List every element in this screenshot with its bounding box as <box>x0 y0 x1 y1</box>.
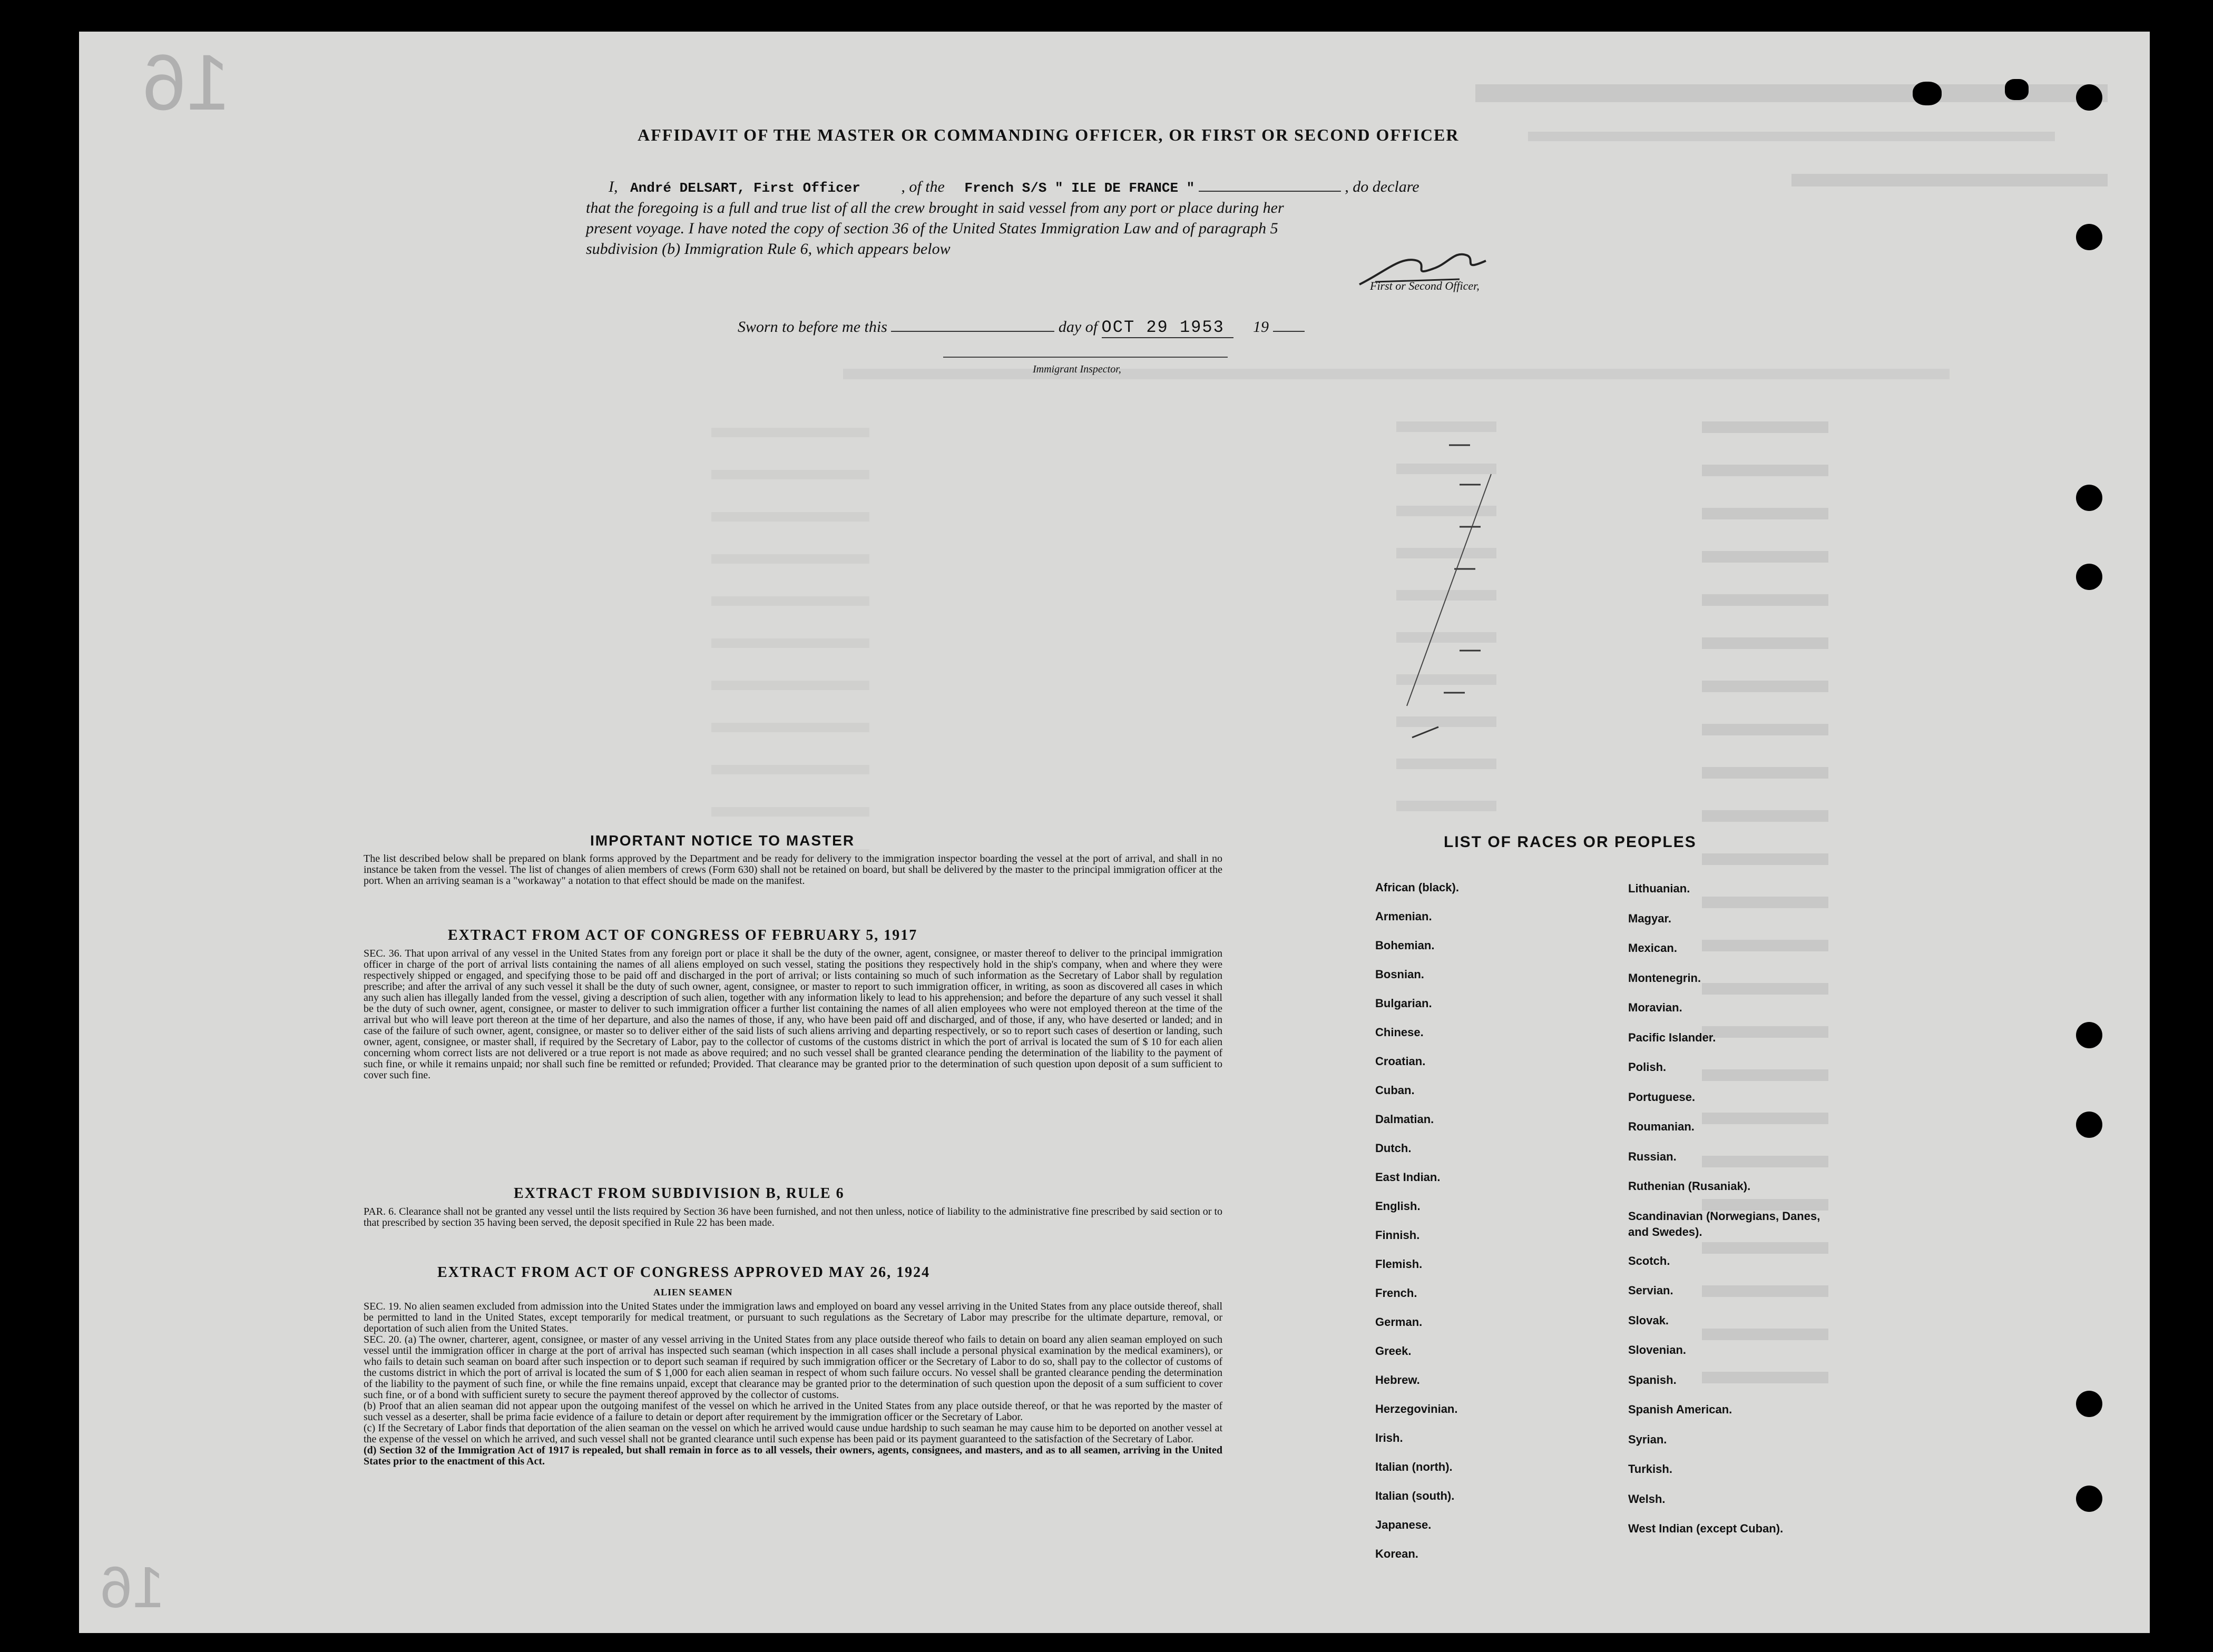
race-item: East Indian. <box>1375 1171 1441 1184</box>
race-item: Italian (south). <box>1375 1489 1455 1502</box>
inspector-label: Immigrant Inspector, <box>1033 363 1121 375</box>
affidavit-title: AFFIDAVIT OF THE MASTER OR COMMANDING OFFICER, OR FIRST OR SECOND OFFICER <box>638 125 1460 144</box>
extract-1924-body <box>364 1301 1222 1467</box>
affidavit-line-4: subdivision (b) Immigration Rule 6, which appears below <box>586 240 951 258</box>
race-item: Hebrew. <box>1375 1373 1420 1386</box>
affidavit-i-label: I, <box>609 178 618 195</box>
race-item: Ruthenian (Rusaniak). <box>1628 1179 1751 1193</box>
race-item: Italian (north). <box>1375 1460 1453 1473</box>
race-item: Servian. <box>1628 1284 1673 1297</box>
race-item: Herzegovinian. <box>1375 1402 1458 1415</box>
page-number-bleed-top: 16 <box>142 38 230 126</box>
race-item: Finnish. <box>1375 1228 1420 1242</box>
race-item: Dalmatian. <box>1375 1113 1434 1126</box>
punch-hole <box>2076 564 2102 590</box>
race-item: Moravian. <box>1628 1001 1682 1014</box>
race-item: German. <box>1375 1315 1423 1329</box>
punch-hole <box>2076 1112 2102 1138</box>
race-item: Croatian. <box>1375 1055 1426 1068</box>
race-item: Scandinavian (Norwegians, Danes, and Swedes). <box>1628 1209 1820 1238</box>
ink-blot <box>1913 82 1942 105</box>
punch-hole <box>2076 485 2102 511</box>
notice-text: The list described below shall be prepared on blank forms approved by the Department and be ready for delivery to the immigration inspector boarding the vessel at the port of arrival, and shall in no instance be taken from the vessel. The list of changes of alien members of crews (Form 630) shall not be retained on board, but shall be delivered by the master to the principal immigration officer at the port. When an arriving seaman is a "workaway" a notation to that effect should be made on the manifest. <box>364 853 1222 887</box>
race-item: Turkish. <box>1628 1462 1672 1476</box>
race-item: French. <box>1375 1286 1417 1300</box>
year-prefix: 19 <box>1253 318 1269 336</box>
race-item: Slovenian. <box>1628 1343 1687 1356</box>
inspector-signature-line <box>943 357 1228 358</box>
race-item: Dutch. <box>1375 1142 1412 1155</box>
sec20d-text: (d) Section 32 of the Immigration Act of 1917 is repealed, but shall remain in force as to all vessels, their owners, agents, consignees, and masters, and as to all seamen, arriving in the United States prior to the enactment of this Act. <box>364 1444 1222 1467</box>
race-item: Russian. <box>1628 1149 1677 1163</box>
race-item: Irish. <box>1375 1431 1403 1444</box>
page-number-bleed-bottom: 16 <box>100 1555 165 1620</box>
race-item: Bosnian. <box>1375 968 1424 981</box>
ink-blot <box>2005 79 2029 100</box>
officer-name: André DELSART, First Officer <box>630 180 860 196</box>
punch-hole <box>2076 1022 2102 1048</box>
race-item: Magyar. <box>1628 911 1671 925</box>
day-blank <box>891 331 1054 332</box>
notice-title: IMPORTANT NOTICE TO MASTER <box>590 832 855 849</box>
day-of-label: day of <box>1058 318 1098 336</box>
race-item: Welsh. <box>1628 1492 1666 1506</box>
punch-hole <box>2076 1391 2102 1417</box>
race-item: Armenian. <box>1375 910 1432 923</box>
punch-hole <box>2076 84 2102 111</box>
race-item: Polish. <box>1628 1060 1667 1074</box>
vessel-name: French S/S " ILE DE FRANCE " <box>964 180 1195 196</box>
race-item: Greek. <box>1375 1344 1412 1358</box>
sec20c-text: (c) If the Secretary of Labor finds that deportation of the alien seaman on the vessel on which he arrived would cause undue hardship to such seaman he may cause him to be deported on another vessel at the expense of the vessel on which he arrived, and such vessel shall not be granted clearance until such expense has been paid or its payment guaranteed to the satisfaction of the Secretary of Labor. <box>364 1422 1222 1445</box>
race-item: Scotch. <box>1628 1254 1670 1267</box>
race-item: Portuguese. <box>1628 1090 1696 1104</box>
race-item: English. <box>1375 1199 1421 1213</box>
affidavit-of-the: , of the <box>901 178 945 195</box>
race-item: Cuban. <box>1375 1084 1415 1097</box>
date-stamp: OCT 29 1953 <box>1102 318 1233 338</box>
race-item: Bulgarian. <box>1375 997 1432 1010</box>
race-item: Roumanian. <box>1628 1120 1695 1133</box>
affidavit-line-1 <box>609 178 1419 196</box>
race-item: African (black). <box>1375 881 1459 894</box>
affidavit-line-2: that the foregoing is a full and true list of all the crew brought in said vessel from any port or place during her <box>586 199 1284 217</box>
year-blank <box>1273 331 1305 332</box>
race-item: Spanish American. <box>1628 1403 1732 1416</box>
manifest-page <box>79 32 2150 1633</box>
extract-1924-title: EXTRACT FROM ACT OF CONGRESS APPROVED MAY 26, 1924 <box>437 1264 931 1281</box>
sec20a-text: SEC. 20. (a) The owner, charterer, agent, consignee, or master of any vessel arriving in the United States from any place outside thereof who fails to detain on board any alien seaman employed on such vessel until the immigration officer in charge at the port of arrival has inspected such seaman (which inspection in all cases shall include a personal physical examination by the medical examiners), or who fails to detain such seaman on board after such inspection or to deport such seaman if required by such immigration officer or the Secretary of Labor to do so, shall pay to the collector of customs of the customs district in which the port of arrival is located the sum of $ 1,000 for each alien seaman in respect of whom such failure occurs. No vessel shall be granted clearance pending the determination of the liability to the payment of such fine, or while the fine remains unpaid, except that clearance may be granted prior to the determination of such question upon the deposit of a sum sufficient to cover such fine, or of a bond with sufficient surety to secure the payment thereof approved by the collector of customs. <box>364 1334 1222 1401</box>
race-item: Mexican. <box>1628 941 1677 955</box>
alien-seamen-subtitle: ALIEN SEAMEN <box>653 1287 733 1297</box>
race-item: West Indian (except Cuban). <box>1628 1522 1784 1535</box>
races-title: LIST OF RACES OR PEOPLES <box>1444 833 1697 851</box>
blank-line <box>1199 191 1341 192</box>
race-item: Chinese. <box>1375 1026 1424 1039</box>
sec20b-text: (b) Proof that an alien seaman did not appear upon the outgoing manifest of the vessel on which he arrived in the United States from any place outside thereof, or that he was reported by the master of such vessel as a deserter, shall be prima facie evidence of a failure to detain or deport after requirement by the immigration officer or the Secretary of Labor. <box>364 1400 1222 1423</box>
race-item: Japanese. <box>1375 1518 1432 1531</box>
sec19-text: SEC. 19. No alien seamen excluded from admission into the United States under the immigration laws and employed on board any vessel arriving in the United States from any place outside thereof, shall be permitted to land in the United States, except temporarily for medical treatment, or pursuant to such regulations as the Secretary of Labor may prescribe for the ultimate departure, removal, or deportation of such alien from the United States. <box>364 1301 1222 1334</box>
affidavit-do-declare: , do declare <box>1345 178 1419 195</box>
sworn-line <box>738 318 1305 338</box>
race-item: Syrian. <box>1628 1432 1667 1446</box>
rule6-text: PAR. 6. Clearance shall not be granted any vessel until the lists required by Section 36 have been furnished, and not then unless, notice of liability to the administrative fine prescribed by said section or to that prescribed by section 35 having been served, the deposit specified in Rule 22 has been made. <box>364 1206 1222 1228</box>
race-item: Pacific Islander. <box>1628 1030 1716 1044</box>
punch-hole <box>2076 224 2102 250</box>
signature-caption: First or Second Officer, <box>1370 279 1480 292</box>
race-item: Slovak. <box>1628 1313 1669 1327</box>
race-item: Bohemian. <box>1375 939 1435 952</box>
race-item: Korean. <box>1375 1547 1418 1560</box>
race-item: Lithuanian. <box>1628 882 1690 895</box>
ditto-marks <box>1396 442 1502 785</box>
race-item: Spanish. <box>1628 1373 1677 1386</box>
race-item: Montenegrin. <box>1628 971 1701 985</box>
rule6-title: EXTRACT FROM SUBDIVISION B, RULE 6 <box>514 1185 845 1202</box>
punch-hole <box>2076 1486 2102 1512</box>
affidavit-line-3: present voyage. I have noted the copy of section 36 of the United States Immigration Law and of paragraph 5 <box>586 220 1278 237</box>
extract-1917-text: SEC. 36. That upon arrival of any vessel in the United States from any foreign port or place it shall be the duty of the owner, agent, consignee, or master thereof to deliver to the principal immigration officer in charge of the port of arrival lists containing the names of all aliens employed on such vessel, stating the positions they respectively hold in the ship's company, when and where they were respectively shipped or engaged, and specifying those to be paid off and discharged in the port of arrival; or lists containing so much of such information as the Secretary of Labor shall by regulation prescribe; and after the arrival of any such vessel it shall be the duty of such owner, agent, consignee, or master to report to such immigration officer, in writing, as soon as discovered all cases in which any such alien has illegally landed from the vessel, giving a description of such alien, together with any information likely to lead to his apprehension; and before the departure of any such vessel it shall be the duty of such owner, agent, consignee, or master to deliver to such immigration officer a further list containing the names of all alien employees who were not employed thereon at the time of the arrival but who will leave port thereon at the time of her departure, and also the names of those, if any, who have been paid off and discharged, and of those, if any, who have deserted or landed; and in case of the failure of such owner, agent, consignee, or master so to deliver either of the said lists of such aliens arriving and departing respectively, or so to report such cases of desertion or landing, such owner, agent, consignee, or master shall, if required by the Secretary of Labor, pay to the collector of customs of the customs district in which the port of arrival is located the sum of $ 10 for each alien concerning whom correct lists are not delivered or a true report is not made as above required; and no such vessel shall be granted clearance pending the determination of the liability to the payment of such fine, or while it remains unpaid; nor shall such fine be remitted or refunded; Provided. That clearance may be granted prior to the determination of such question upon deposit of a sum sufficient to cover such fine. <box>364 948 1222 1081</box>
race-item: Flemish. <box>1375 1257 1423 1271</box>
extract-1917-title: EXTRACT FROM ACT OF CONGRESS OF FEBRUARY 5, 1917 <box>448 927 918 943</box>
sworn-label: Sworn to before me this <box>738 318 887 336</box>
